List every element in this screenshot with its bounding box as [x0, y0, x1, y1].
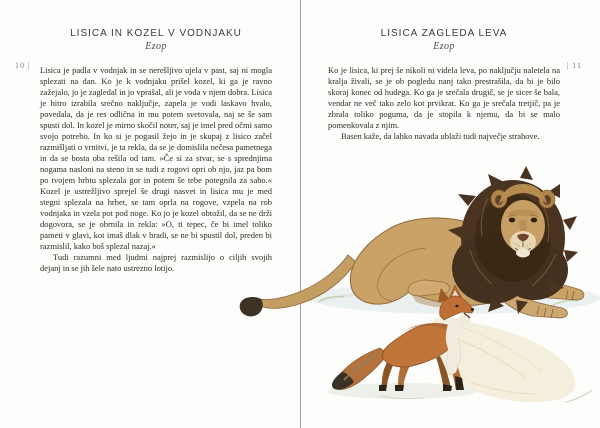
lion — [240, 166, 584, 318]
whisker-dot — [519, 246, 520, 247]
whisker-dot — [530, 244, 531, 245]
left-page-title: LISICA IN KOZEL V VODNJAKU — [70, 28, 242, 39]
lion-tail-tuft — [240, 297, 263, 316]
whisker-dot — [516, 244, 517, 245]
moral-paragraph: Basen kaže, da lahko navada ublaži tudi največje strahove. — [341, 131, 540, 141]
fox-hind-foot-far — [379, 385, 387, 391]
lion-and-fox-illustration — [230, 150, 600, 428]
fox-hind-foot-near — [395, 385, 404, 391]
right-page-author: Ezop — [433, 41, 455, 52]
left-page-author: Ezop — [145, 41, 167, 52]
story-paragraph: Ko je lisica, ki prej še nikoli ni videla leva, po naključju naletela na kralja živali, se je ob pogledu nanj tako prestrašila, da bi je bilo skoraj konec od hudega. Ko ga je srečala drugič, se je sicer še bala, vendar ne več tako zelo kot prvikrat. Ko ga je srečala tretjič, pa je zbrala toliko poguma, da je stopila k njemu, da bi se malo pomenkovala z njim. — [328, 65, 560, 130]
lion-chin — [516, 249, 530, 258]
left-page-header — [0, 0, 300, 53]
moral-paragraph: Tudi razumni med ljudmi najprej razmislijo o ciljih svojih dejanj in se jih šele nato ustrezno lotijo. — [40, 252, 272, 273]
lion-eye-left — [509, 218, 515, 223]
right-page-title: LISICA ZAGLEDA LEVA — [380, 28, 508, 39]
right-page-header — [300, 0, 600, 53]
whisker-dot — [527, 246, 528, 247]
lion-eye-right — [531, 218, 537, 223]
left-page-number: 10 | — [15, 61, 31, 70]
right-page-body — [300, 65, 600, 142]
fox-eye — [455, 305, 458, 308]
story-paragraph: Lisica je padla v vodnjak in se nerešljivo ujela v past, saj ni mogla splezati na dan. Ko je k vodnjaku prišel kozel, ki ga je ravno zažejalo, jo je zagledal in jo vprašal, ali je voda v njem dobra. Lisica je hitro izrabila srečno naključje, zapela je vodi laskavo hvalo, povedala, da je res odlična in mu potem svetovala, naj se še sam spusti dol. In kozel je mirno skočil noter, saj je imel pred očmi samo svojo potrebo. In ko si je pogasil žejo in je skupaj z lisico začel razmišljati o vrnitvi, je ta rekla, da se je domislila nečesa pametnega in da se bosta oba rešila od tam. »Če si za stvar, se s sprednjima nogama nasloni na steno in se tudi z rogovi opri ob njo, jaz pa bom po tvojem hrbtu splezala gor in potem še tebe potegnila za sabo.« Kozel je ustrežljivo sprejel še drugi nasvet in lisica mu je med stegni splezala na hrbet, se tam oprla na rogove, vzpela na rob vodnjaka in vzela pot pod noge. Ko jo je kozel obtožil, da se ne drži dogovora, se je obrnila in rekla: »O, ti tepec, če bi imel toliko pameti v glavi, kot imaš dlak v bradi, se ne bi spustil dol, preden bi razmislil, kako boš splezal nazaj.« — [40, 65, 272, 251]
right-page-number: | 11 — [566, 61, 582, 70]
fox-nose — [471, 308, 474, 311]
